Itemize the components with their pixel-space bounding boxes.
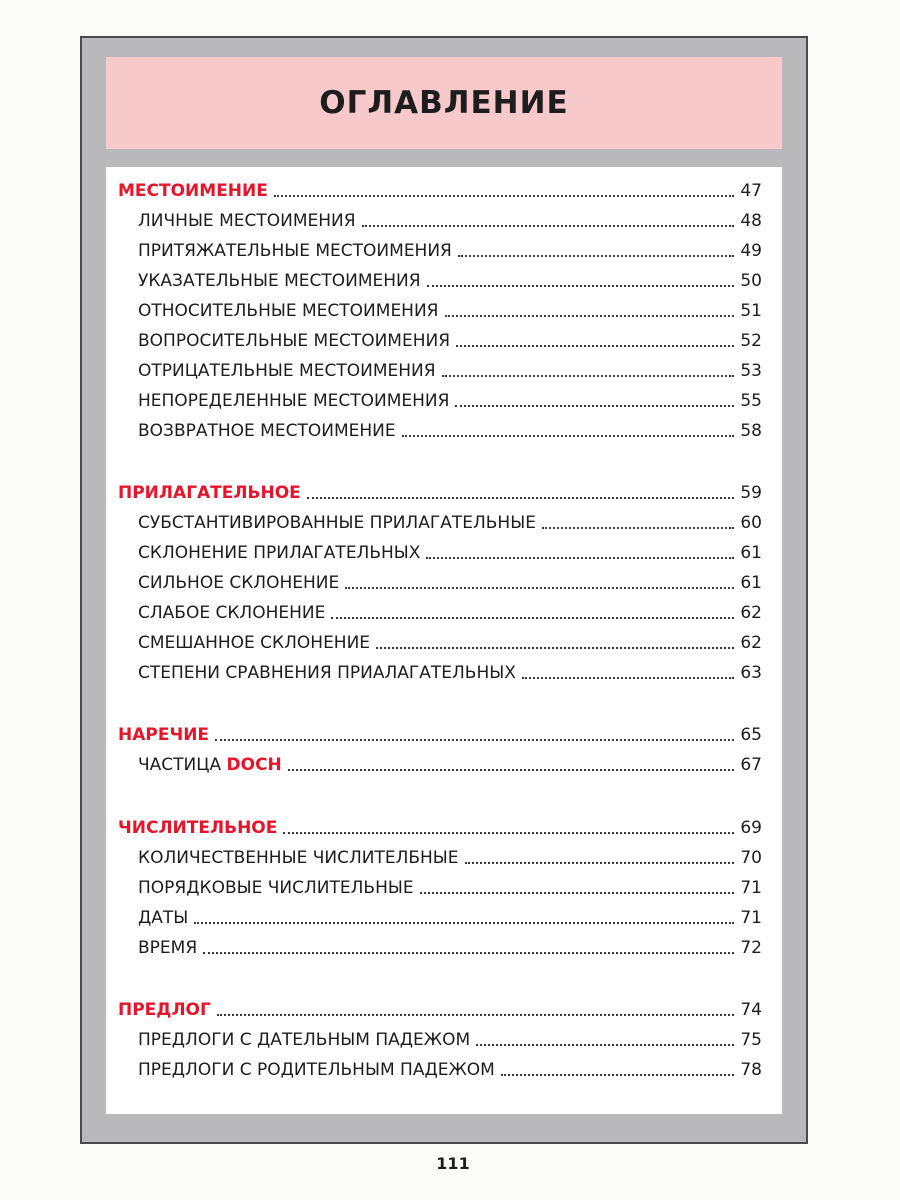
toc-entry-label: СМЕШАННОЕ СКЛОНЕНИЕ — [138, 633, 371, 653]
toc-entry[interactable] — [106, 597, 782, 623]
toc-entry-label: ПРЕДЛОГИ С ДАТЕЛЬНЫМ ПАДЕЖОМ — [138, 1030, 471, 1050]
toc-entry[interactable] — [106, 355, 782, 381]
toc-entry-page: 55 — [740, 391, 762, 411]
toc-entry[interactable] — [106, 872, 782, 898]
toc-entry-label: ПРИЛАГАТЕЛЬНОЕ — [118, 483, 301, 503]
toc-entry-label: ОТНОСИТЕЛЬНЫЕ МЕСТОИМЕНИЯ — [138, 301, 439, 321]
toc-entry-section[interactable] — [106, 812, 782, 838]
toc-entry-page: 72 — [740, 938, 762, 958]
dot-leader — [362, 225, 735, 227]
dot-leader — [522, 677, 734, 679]
toc-entry-label: ПРЕДЛОГИ С РОДИТЕЛЬНЫМ ПАДЕЖОМ — [138, 1060, 495, 1080]
dot-leader — [215, 739, 734, 741]
dot-leader — [458, 255, 734, 257]
toc-entry[interactable] — [106, 1024, 782, 1050]
toc-entry-page: 74 — [740, 1000, 762, 1020]
toc-entry[interactable] — [106, 295, 782, 321]
toc-entry[interactable] — [106, 627, 782, 653]
toc-entry-page: 48 — [740, 211, 762, 231]
toc-entry[interactable] — [106, 507, 782, 533]
dot-leader — [203, 952, 734, 954]
toc-entry[interactable] — [106, 657, 782, 683]
toc-entry-page: 51 — [740, 301, 762, 321]
dot-leader — [345, 587, 734, 589]
toc-entry-page: 71 — [740, 878, 762, 898]
toc-entry[interactable] — [106, 1054, 782, 1080]
toc-entry[interactable] — [106, 265, 782, 291]
toc-entry[interactable] — [106, 385, 782, 411]
toc-entry-page: 60 — [740, 513, 762, 533]
toc-entry-page: 53 — [740, 361, 762, 381]
toc-entry-page: 47 — [740, 181, 762, 201]
toc-entry-label — [138, 755, 282, 775]
toc-entry-accent: DOCH — [226, 755, 282, 775]
toc-entry-page: 62 — [740, 633, 762, 653]
toc-entry-page: 49 — [740, 241, 762, 261]
dot-leader — [445, 315, 735, 317]
toc-entry-label: ЛИЧНЫЕ МЕСТОИМЕНИЯ — [138, 211, 356, 231]
toc-entry-label: НЕПОРЕДЕЛЕННЫЕ МЕСТОИМЕНИЯ — [138, 391, 450, 411]
toc-entry-label: ВОЗВРАТНОЕ МЕСТОИМЕНИЕ — [138, 421, 396, 441]
toc-entry-page: 59 — [740, 483, 762, 503]
toc-entry-label: ПРИТЯЖАТЕЛЬНЫЕ МЕСТОИМЕНИЯ — [138, 241, 452, 261]
dot-leader — [476, 1044, 734, 1046]
toc-entry-page: 52 — [740, 331, 762, 351]
dot-leader — [465, 862, 735, 864]
toc-entry[interactable] — [106, 205, 782, 231]
toc-entry-section[interactable] — [106, 994, 782, 1020]
toc-entry[interactable] — [106, 415, 782, 441]
dot-leader — [376, 647, 734, 649]
toc-entry[interactable] — [106, 749, 782, 775]
toc-entry[interactable] — [106, 842, 782, 868]
toc-entry-label: ОТРИЦАТЕЛЬНЫЕ МЕСТОИМЕНИЯ — [138, 361, 436, 381]
dot-leader — [274, 195, 734, 197]
toc-entry-label: НАРЕЧИЕ — [118, 725, 210, 745]
toc-entry-label: ВРЕМЯ — [138, 938, 198, 958]
toc-entry[interactable] — [106, 567, 782, 593]
dot-leader — [427, 285, 735, 287]
toc-entry-page: 75 — [740, 1030, 762, 1050]
toc-entry-section[interactable] — [106, 719, 782, 745]
toc-entry-label: УКАЗАТЕЛЬНЫЕ МЕСТОИМЕНИЯ — [138, 271, 421, 291]
toc-entry[interactable] — [106, 325, 782, 351]
toc-entry-label: КОЛИЧЕСТВЕННЫЕ ЧИСЛИТЕЛБНЫЕ — [138, 848, 459, 868]
toc-entry-page: 71 — [740, 908, 762, 928]
toc-entry-label: СЛАБОЕ СКЛОНЕНИЕ — [138, 603, 326, 623]
page-title: ОГЛАВЛЕНИЕ — [319, 85, 569, 121]
toc-entry-section[interactable] — [106, 477, 782, 503]
dot-leader — [542, 527, 734, 529]
toc-entry-page: 67 — [740, 755, 762, 775]
dot-leader — [288, 769, 735, 771]
dot-leader — [442, 375, 735, 377]
title-band — [106, 57, 782, 149]
toc-entry-label: ДАТЫ — [138, 908, 189, 928]
toc-entry-page: 65 — [740, 725, 762, 745]
toc-entry[interactable] — [106, 235, 782, 261]
table-of-contents — [106, 167, 782, 1114]
dot-leader — [331, 617, 734, 619]
toc-entry-page: 50 — [740, 271, 762, 291]
toc-entry-page: 69 — [740, 818, 762, 838]
toc-entry-label-text: ЧАСТИЦА — [138, 755, 227, 775]
toc-entry[interactable] — [106, 537, 782, 563]
toc-entry-page: 61 — [740, 543, 762, 563]
toc-entry-label: СИЛЬНОЕ СКЛОНЕНИЕ — [138, 573, 340, 593]
toc-entry-page: 61 — [740, 573, 762, 593]
toc-entry-label: СТЕПЕНИ СРАВНЕНИЯ ПРИАЛАГАТЕЛЬНЫХ — [138, 663, 516, 683]
toc-entry-page: 63 — [740, 663, 762, 683]
toc-entry[interactable] — [106, 902, 782, 928]
toc-entry-label: СКЛОНЕНИЕ ПРИЛАГАТЕЛЬНЫХ — [138, 543, 421, 563]
dot-leader — [456, 345, 734, 347]
toc-entry-section[interactable] — [106, 175, 782, 201]
toc-entry-page: 70 — [740, 848, 762, 868]
dot-leader — [283, 832, 734, 834]
toc-entry-page: 78 — [740, 1060, 762, 1080]
toc-entry-page: 58 — [740, 421, 762, 441]
dot-leader — [455, 405, 734, 407]
toc-entry-label: СУБСТАНТИВИРОВАННЫЕ ПРИЛАГАТЕЛЬНЫЕ — [138, 513, 536, 533]
dot-leader — [402, 435, 735, 437]
toc-entry-page: 62 — [740, 603, 762, 623]
toc-entry-label: ПОРЯДКОВЫЕ ЧИСЛИТЕЛЬНЫЕ — [138, 878, 414, 898]
dot-leader — [194, 922, 734, 924]
dot-leader — [420, 892, 735, 894]
dot-leader — [501, 1074, 735, 1076]
dot-leader — [217, 1014, 735, 1016]
toc-entry-label: МЕСТОИМЕНИЕ — [118, 181, 268, 201]
toc-entry[interactable] — [106, 932, 782, 958]
dot-leader — [307, 497, 735, 499]
toc-entry-label: ВОПРОСИТЕЛЬНЫЕ МЕСТОИМЕНИЯ — [138, 331, 451, 351]
toc-entry-label: ЧИСЛИТЕЛЬНОЕ — [118, 818, 278, 838]
dot-leader — [426, 557, 734, 559]
page-number: 111 — [436, 1154, 470, 1173]
toc-entry-label: ПРЕДЛОГ — [118, 1000, 211, 1020]
